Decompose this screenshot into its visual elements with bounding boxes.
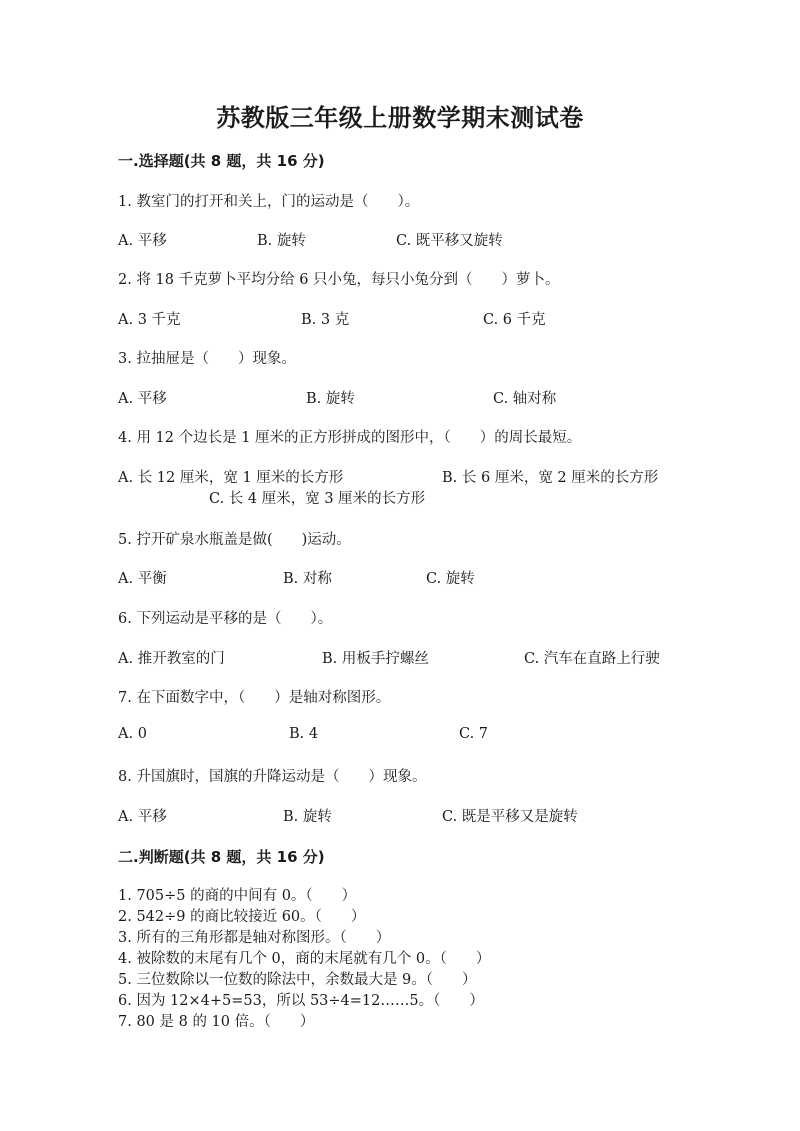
option-b: B. 旋转 [283, 809, 332, 825]
section-heading-choice: 一.选择题(共 8 题，共 16 分) [118, 152, 325, 170]
option-a: A. 平衡 [118, 571, 167, 587]
option-b: B. 4 [289, 726, 319, 742]
section-heading-judgement: 二.判断题(共 8 题，共 16 分) [118, 848, 325, 866]
judgement-item: 1. 705÷5 的商的中间有 0。（ ） [118, 888, 357, 904]
judgement-item: 5. 三位数除以一位数的除法中，余数最大是 9。（ ） [118, 972, 477, 988]
question-stem: 2. 将 18 千克萝卜平均分给 6 只小兔，每只小兔分到（ ）萝卜。 [118, 272, 560, 288]
option-c: C. 既是平移又是旋转 [442, 809, 578, 825]
judgement-item: 7. 80 是 8 的 10 倍。（ ） [118, 1014, 315, 1030]
option-b: B. 旋转 [257, 233, 306, 249]
option-c: C. 轴对称 [493, 391, 557, 407]
option-a: A. 长 12 厘米，宽 1 厘米的长方形 [118, 470, 344, 486]
option-c: C. 长 4 厘米，宽 3 厘米的长方形 [209, 491, 426, 507]
option-c: C. 6 千克 [483, 312, 546, 328]
question-stem: 6. 下列运动是平移的是（ ）。 [118, 611, 333, 627]
question-stem: 1. 教室门的打开和关上，门的运动是（ ）。 [118, 194, 420, 210]
option-c: C. 旋转 [426, 571, 475, 587]
option-b: B. 长 6 厘米，宽 2 厘米的长方形 [442, 470, 659, 486]
page-title: 苏教版三年级上册数学期末测试卷 [216, 103, 584, 132]
question-stem: 4. 用 12 个边长是 1 厘米的正方形拼成的图形中，（ ）的周长最短。 [118, 430, 582, 446]
option-b: B. 用板手拧螺丝 [322, 651, 429, 667]
option-a: A. 平移 [118, 233, 167, 249]
judgement-item: 3. 所有的三角形都是轴对称图形。（ ） [118, 930, 391, 946]
option-c: C. 汽车在直路上行驶 [524, 651, 660, 667]
option-a: A. 0 [118, 726, 147, 742]
option-a: A. 推开教室的门 [118, 651, 225, 667]
option-a: A. 平移 [118, 391, 167, 407]
option-c: C. 既平移又旋转 [396, 233, 503, 249]
question-stem: 7. 在下面数字中，（ ）是轴对称图形。 [118, 690, 391, 706]
option-b: B. 3 克 [301, 312, 350, 328]
judgement-item: 4. 被除数的末尾有几个 0，商的末尾就有几个 0。（ ） [118, 951, 491, 967]
question-stem: 8. 升国旗时，国旗的升降运动是（ ）现象。 [118, 769, 427, 785]
option-b: B. 旋转 [306, 391, 355, 407]
option-a: A. 3 千克 [118, 312, 181, 328]
option-c: C. 7 [459, 726, 489, 742]
judgement-item: 6. 因为 12×4+5=53，所以 53÷4=12……5。（ ） [118, 993, 484, 1009]
option-b: B. 对称 [283, 571, 332, 587]
question-stem: 3. 拉抽屉是（ ）现象。 [118, 351, 296, 367]
judgement-item: 2. 542÷9 的商比较接近 60。（ ） [118, 909, 366, 925]
question-stem: 5. 拧开矿泉水瓶盖是做( )运动。 [118, 532, 351, 548]
option-a: A. 平移 [118, 809, 167, 825]
